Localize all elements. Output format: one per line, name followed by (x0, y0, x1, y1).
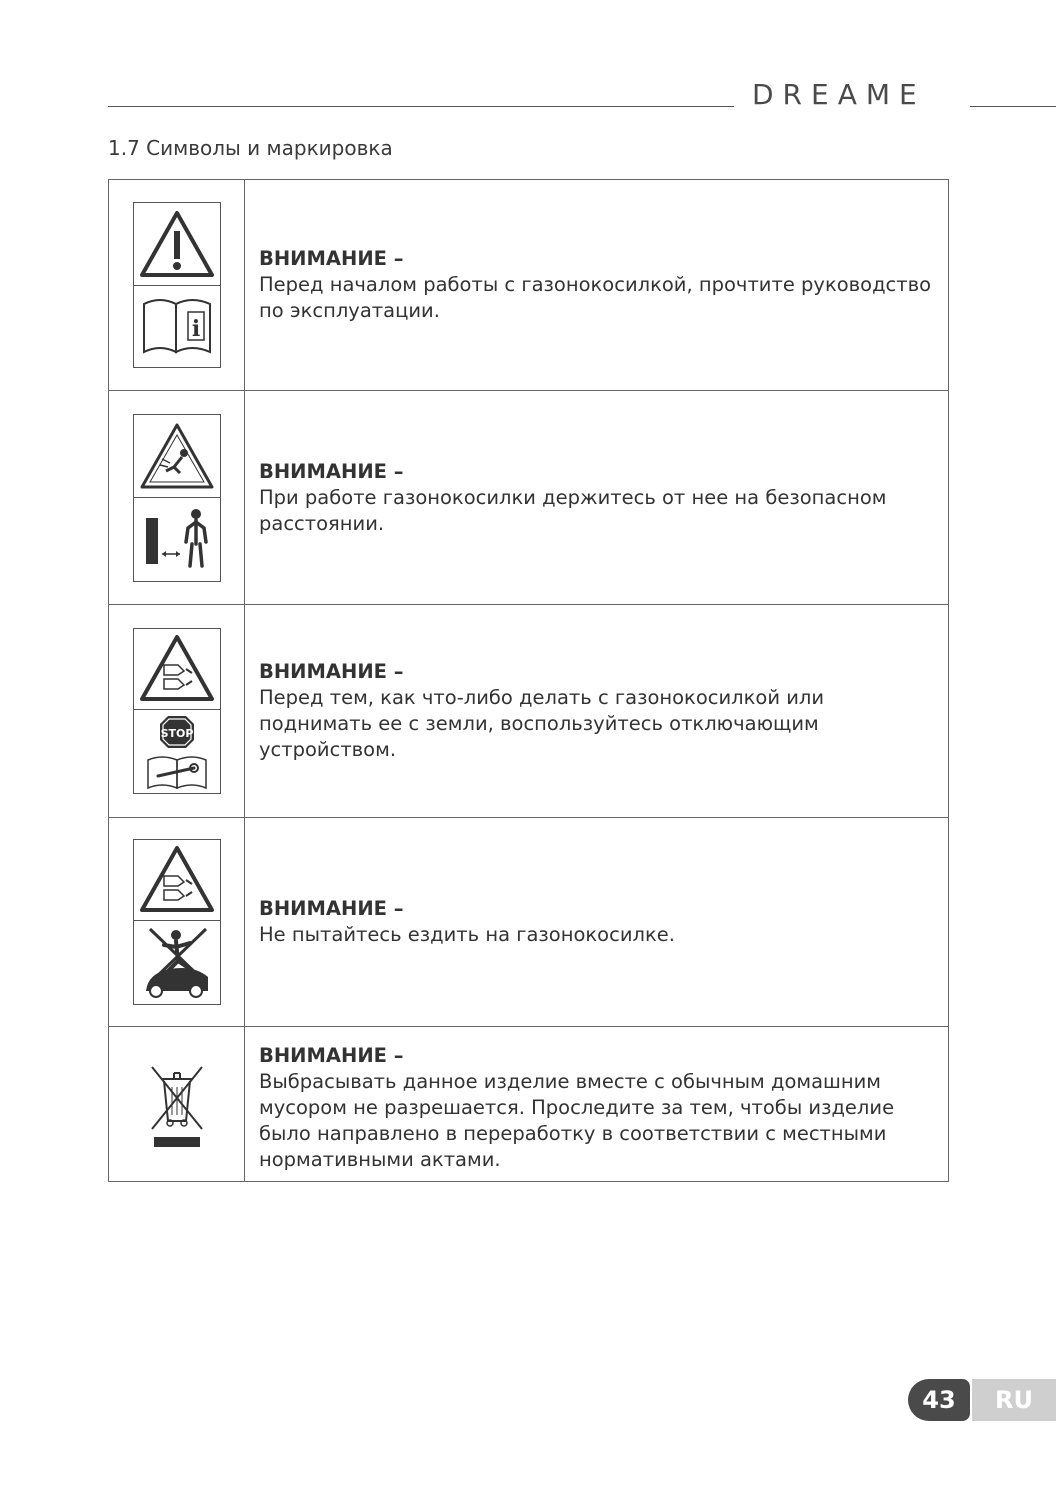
text-cell (245, 391, 949, 605)
icon-cell (109, 180, 245, 391)
text-cell (245, 180, 949, 391)
table-row (109, 605, 949, 818)
icon-cell (109, 818, 245, 1027)
table-row (109, 391, 949, 605)
icon-cell (109, 605, 245, 818)
warning-read-manual-icon (133, 202, 221, 368)
table-row (109, 818, 949, 1027)
warning-text: Перед началом работы с газонокосилкой, прочтите руководство по эксплуатации. (259, 273, 932, 322)
text-cell (245, 818, 949, 1027)
no-riding-icon (133, 839, 221, 1005)
table-row (109, 180, 949, 391)
svg-text:i: i (191, 316, 200, 342)
language-badge: RU (972, 1379, 1056, 1421)
svg-text:STOP: STOP (160, 727, 193, 740)
warning-text: Выбрасывать данное изделие вместе с обычным домашним мусором не разрешается. Проследите за тем, чтобы изделие было направлено в переработку в соответствии с местными нормативными актами. (259, 1070, 895, 1171)
icon-cell (109, 1027, 245, 1182)
header-rule-right (970, 106, 1056, 107)
warning-heading: ВНИМАНИЕ – (259, 247, 404, 270)
icon-cell (109, 391, 245, 605)
brand-logo: DREAME (752, 78, 926, 111)
warning-heading: ВНИМАНИЕ – (259, 660, 404, 683)
text-cell (245, 1027, 949, 1182)
warning-text: При работе газонокосилки держитесь от нее на безопасном расстоянии. (259, 485, 887, 535)
symbols-table (108, 179, 949, 1182)
text-cell (245, 605, 949, 818)
warning-text: Не пытайтесь ездить на газонокосилке. (259, 923, 675, 946)
header-rule-left (108, 106, 734, 107)
keep-distance-icon (133, 414, 221, 582)
warning-heading: ВНИМАНИЕ – (259, 459, 404, 483)
warning-heading: ВНИМАНИЕ – (259, 897, 404, 920)
stop-disable-device-icon (133, 628, 221, 794)
page-number: 43 (908, 1379, 970, 1421)
weee-crossed-bin-icon (134, 1059, 220, 1149)
section-title: 1.7 Символы и маркировка (108, 136, 393, 160)
warning-text: Перед тем, как что-либо делать с газонокосилкой или поднимать ее с земли, воспользуйтесь отключающим устройством. (259, 686, 825, 761)
warning-heading: ВНИМАНИЕ – (259, 1044, 404, 1067)
table-row (109, 1027, 949, 1182)
